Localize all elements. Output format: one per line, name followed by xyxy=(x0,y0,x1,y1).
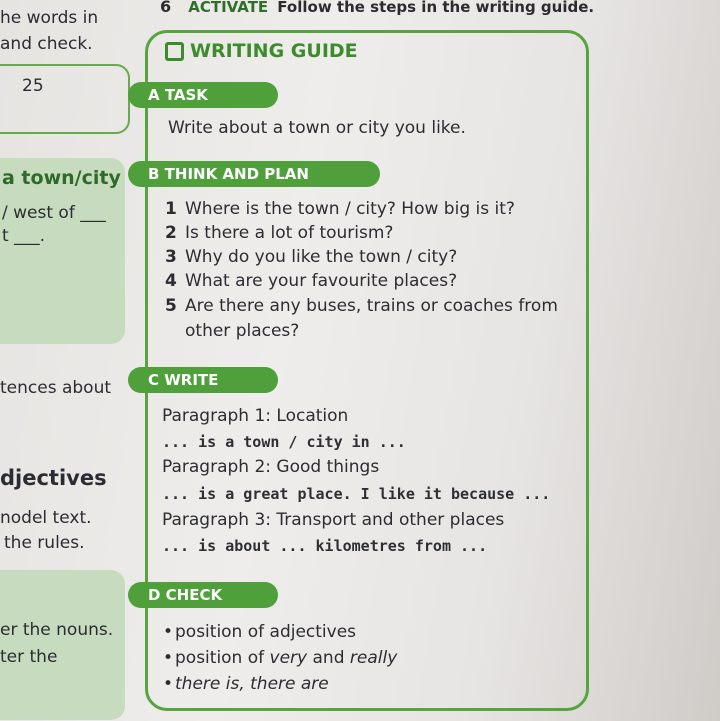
plan-item-text: Where is the town / city? How big is it? xyxy=(185,199,515,219)
plan-item xyxy=(165,199,515,219)
activity-instruction: Follow the steps in the writing guide. xyxy=(277,0,595,16)
paragraph-example: ... is a town / city in ... xyxy=(162,433,406,451)
activity-label: ACTIVATE xyxy=(188,0,269,16)
writing-guide-title xyxy=(165,40,358,62)
writing-guide-title-text: WRITING GUIDE xyxy=(190,40,358,62)
section-a-label: A TASK xyxy=(128,82,278,108)
plan-item xyxy=(165,296,558,316)
left-town-heading: a town/city xyxy=(2,167,121,189)
plan-item-number: 1 xyxy=(165,199,177,219)
left-after: ter the xyxy=(0,647,58,667)
plan-item-number: 5 xyxy=(165,296,177,316)
section-b-label: B THINK AND PLAN xyxy=(128,161,380,187)
section-c-label: C WRITE xyxy=(128,367,278,393)
plan-item xyxy=(165,271,457,291)
left-adjectives: djectives xyxy=(0,466,107,490)
paragraph-title: Paragraph 3: Transport and other places xyxy=(162,510,505,530)
check-bullet: • position of adjectives xyxy=(163,622,357,642)
section-d-label: D CHECK xyxy=(128,582,278,608)
check-bullet: • position of very and really xyxy=(163,648,398,668)
plan-item-text: Are there any buses, trains or coaches from xyxy=(185,296,558,316)
left-answer-box xyxy=(0,64,130,134)
plan-item-text: Why do you like the town / city? xyxy=(185,247,458,267)
task-text: Write about a town or city you like. xyxy=(168,118,466,138)
check-text-italic: very xyxy=(269,648,308,668)
left-nouns: er the nouns. xyxy=(0,620,114,640)
paragraph-title: Paragraph 2: Good things xyxy=(162,457,380,477)
left-west-line: / west of ___ xyxy=(2,203,106,223)
plan-item-number: 4 xyxy=(165,271,177,291)
left-line-check: and check. xyxy=(0,34,93,54)
activity-heading xyxy=(160,0,594,16)
plan-item-text: Is there a lot of tourism? xyxy=(185,223,394,243)
plan-item xyxy=(165,223,393,243)
paragraph-example: ... is a great place. I like it because ... xyxy=(162,485,551,503)
plan-item-text: What are your favourite places? xyxy=(185,271,458,291)
check-text: and xyxy=(307,648,350,668)
plan-item-continuation: other places? xyxy=(185,321,300,341)
plan-item-number: 3 xyxy=(165,247,177,267)
left-green-panel-2 xyxy=(0,570,125,720)
check-text: position of adjectives xyxy=(175,622,357,642)
paragraph-title: Paragraph 1: Location xyxy=(162,406,349,426)
left-blank-line: t ___. xyxy=(2,226,45,246)
check-bullet: • there is, there are xyxy=(163,674,329,694)
paragraph-example: ... is about ... kilometres from ... xyxy=(162,537,488,555)
square-icon xyxy=(165,42,184,61)
left-model: nodel text. xyxy=(0,508,92,528)
plan-item-number: 2 xyxy=(165,223,177,243)
plan-item xyxy=(165,247,457,267)
left-sentences: tences about xyxy=(0,378,112,398)
check-text: position of xyxy=(175,648,270,668)
left-line-words: he words in xyxy=(0,8,99,28)
check-text-italic: there is, there are xyxy=(175,674,329,694)
left-rules: the rules. xyxy=(4,533,85,553)
check-text-italic: really xyxy=(349,648,398,668)
activity-number: 6 xyxy=(160,0,172,16)
left-box-text: 25 xyxy=(22,76,44,96)
